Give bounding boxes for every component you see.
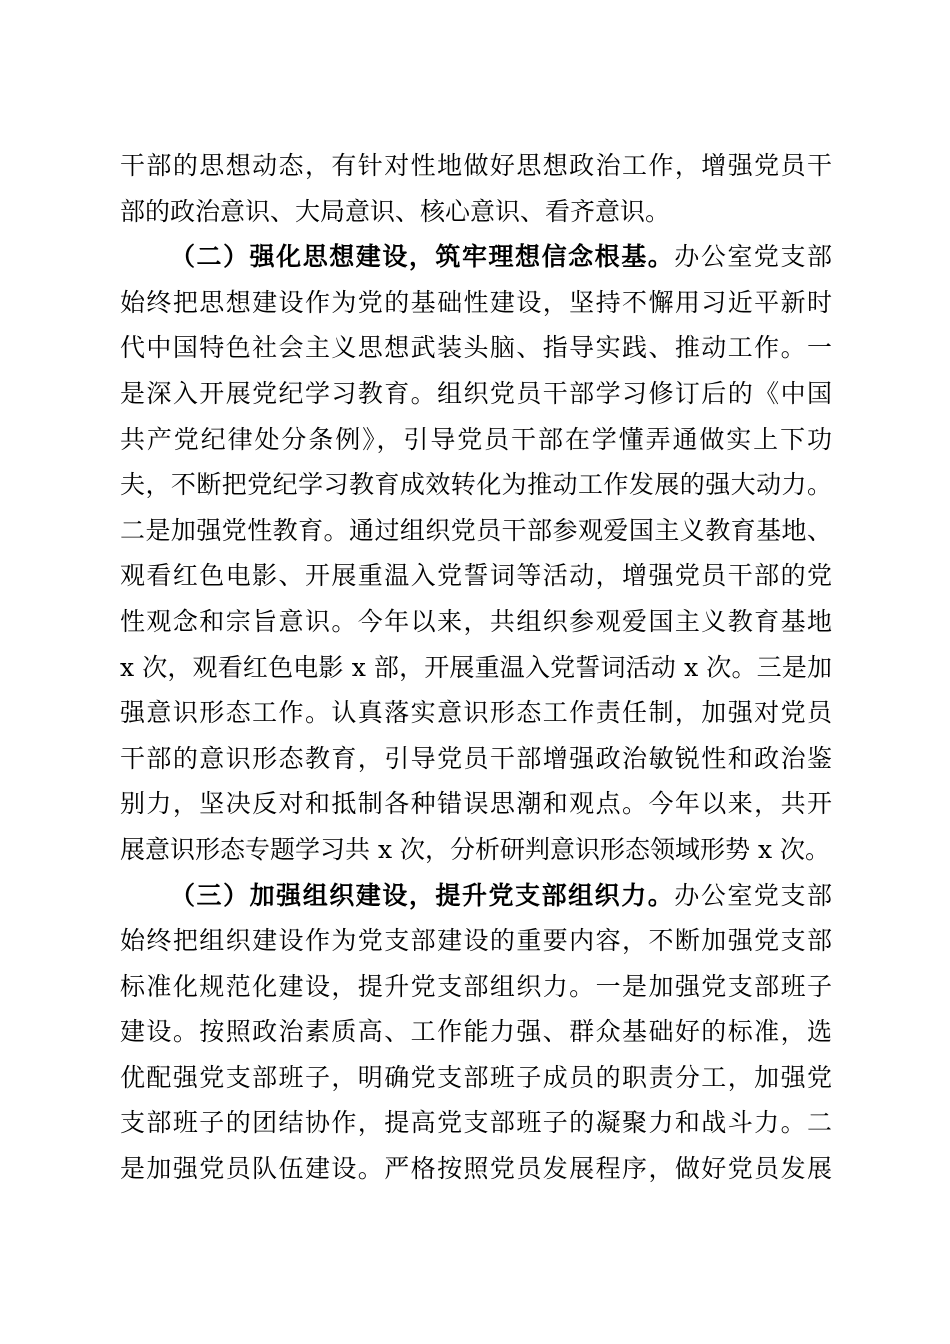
text-line: 性观念和宗旨意识。今年以来，共组织参观爱国主义教育基地 [120, 606, 832, 636]
text-line: 展意识形态专题学习共 x 次，分析研判意识形态领域形势 x 次。 [120, 834, 830, 864]
text-line: 是深入开展党纪学习教育。组织党员干部学习修订后的《中国 [120, 378, 832, 408]
text-line: 观看红色电影、开展重温入党誓词等活动，增强党员干部的党 [120, 561, 832, 591]
section-heading-line [120, 873, 832, 919]
text-line: 夫，不断把党纪学习教育成效转化为推动工作发展的强大动力。 [120, 470, 832, 500]
text-line: 共产党纪律处分条例》，引导党员干部在学懂弄通做实上下功 [120, 424, 832, 454]
document-body [120, 143, 832, 1192]
heading-line-rest: 办公室党支部 [674, 242, 832, 272]
text-line: 标准化规范化建设，提升党支部组织力。一是加强党支部班子 [120, 971, 832, 1001]
text-line: 代中国特色社会主义思想武装头脑、指导实践、推动工作。一 [120, 333, 832, 363]
paragraph-2 [120, 234, 832, 872]
text-line: 始终把组织建设作为党支部建设的重要内容，不断加强党支部 [120, 926, 832, 956]
text-line: 优配强党支部班子，明确党支部班子成员的职责分工，加强党 [120, 1062, 832, 1092]
text-line: 干部的思想动态，有针对性地做好思想政治工作，增强党员干 [120, 151, 832, 180]
text-line: 干部的意识形态教育，引导党员干部增强政治敏锐性和政治鉴 [120, 743, 832, 773]
text-line: 支部班子的团结协作，提高党支部班子的凝聚力和战斗力。二 [120, 1108, 832, 1138]
section-heading: （二）强化思想建设，筑牢理想信念根基。 [170, 242, 675, 272]
heading-line-rest: 办公室党支部 [674, 880, 832, 910]
paragraph-3 [120, 873, 832, 1192]
section-heading-line [120, 234, 832, 280]
text-line: 部的政治意识、大局意识、核心意识、看齐意识。 [120, 196, 671, 226]
paragraph-1 [120, 143, 832, 234]
text-line: 二是加强党性教育。通过组织党员干部参观爱国主义教育基地、 [120, 515, 832, 545]
text-line: 强意识形态工作。认真落实意识形态工作责任制，加强对党员 [120, 698, 832, 728]
text-line: 建设。按照政治素质高、工作能力强、群众基础好的标准，选 [120, 1017, 832, 1047]
text-line: 始终把思想建设作为党的基础性建设，坚持不懈用习近平新时 [120, 287, 832, 317]
text-line: x 次，观看红色电影 x 部，开展重温入党誓词活动 x 次。三是加 [120, 652, 832, 682]
text-line: 别力，坚决反对和抵制各种错误思潮和观点。今年以来，共开 [120, 789, 832, 819]
section-heading: （三）加强组织建设，提升党支部组织力。 [170, 880, 675, 910]
text-line: 是加强党员队伍建设。严格按照党员发展程序，做好党员发展 [120, 1154, 832, 1184]
